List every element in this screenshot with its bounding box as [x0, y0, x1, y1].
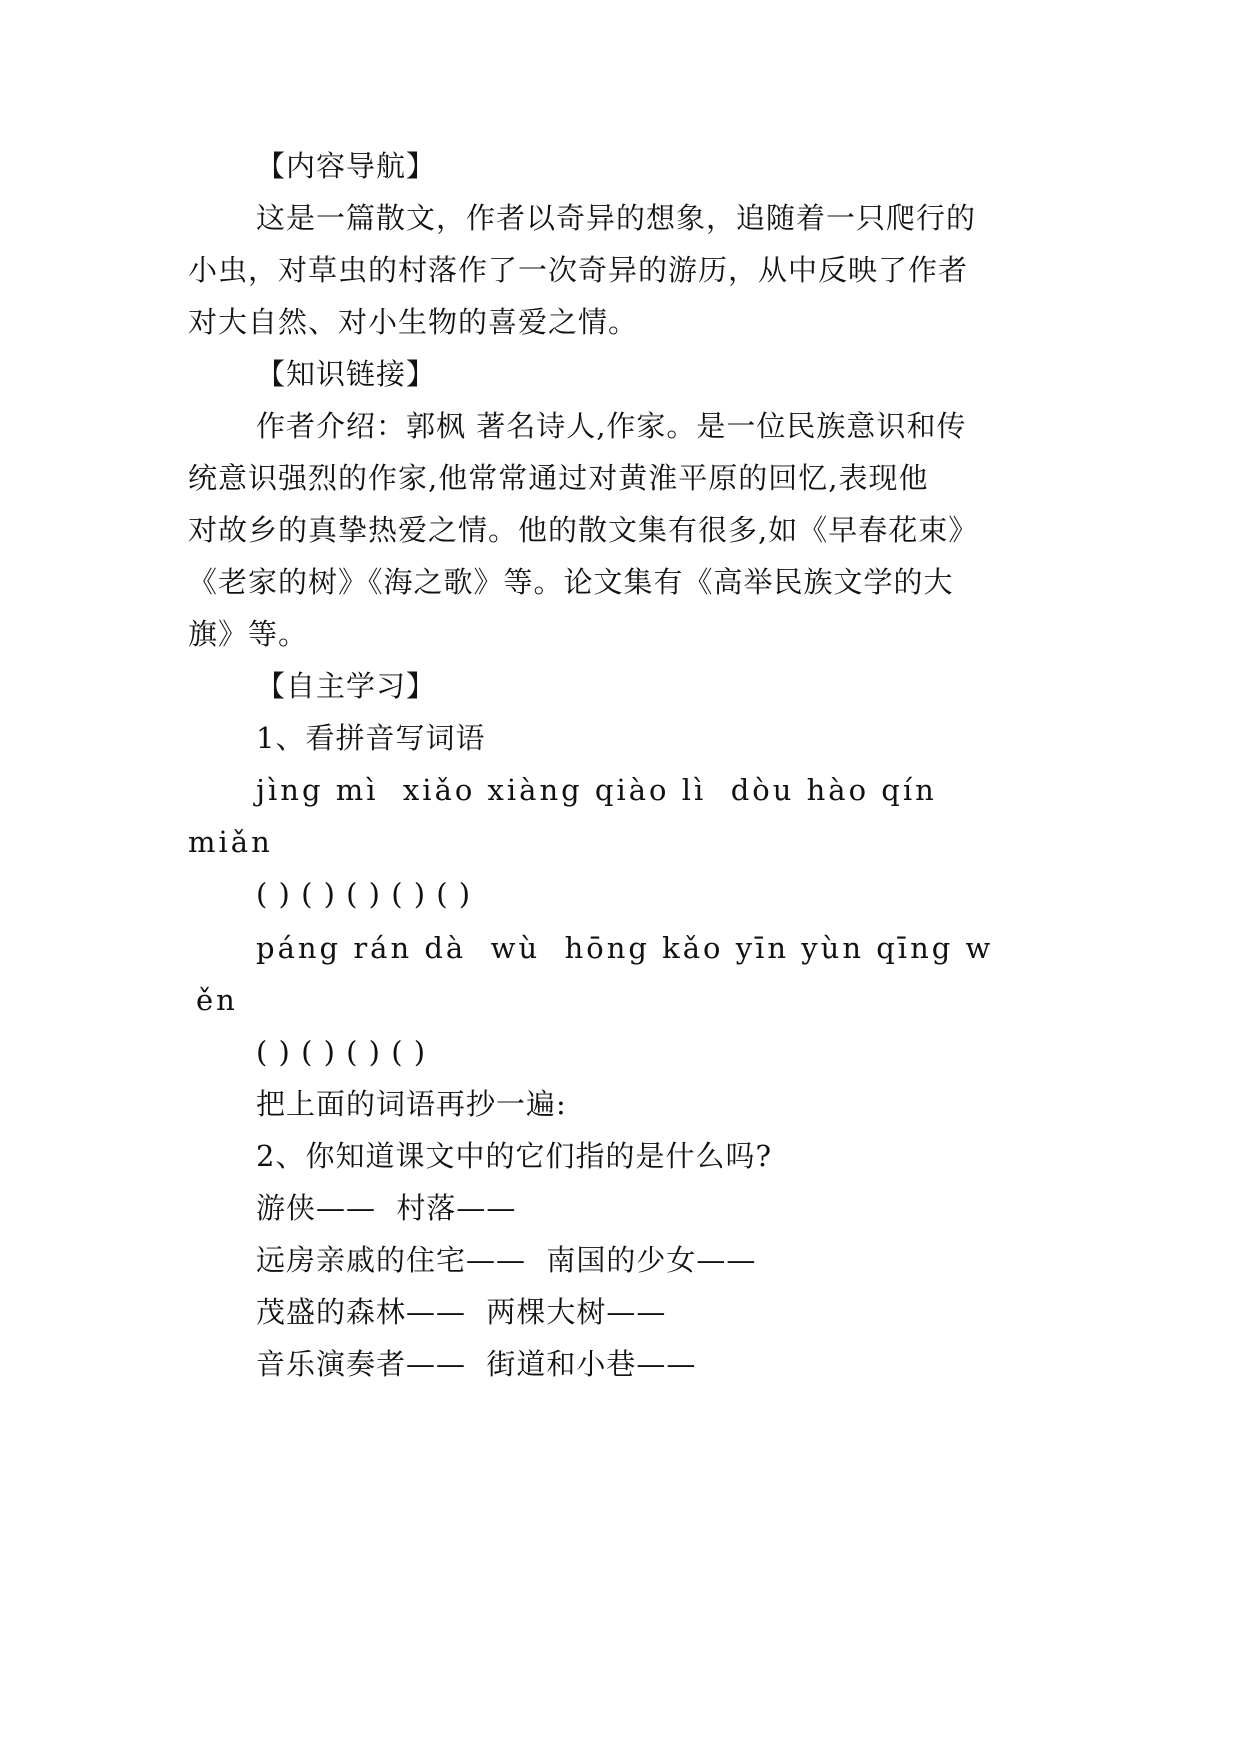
paragraph-line: 旗》等。: [188, 617, 309, 651]
question-2-title: 2、你知道课文中的它们指的是什么吗?: [256, 1139, 772, 1173]
pinyin-line: ěn: [196, 983, 238, 1017]
paragraph-line: 对故乡的真挚热爱之情。他的散文集有很多,如《早春花束》: [188, 513, 979, 547]
paragraph-line: 这是一篇散文，作者以奇异的想象，追随着一只爬行的: [256, 201, 977, 235]
question-item: 茂盛的森林—— 两棵大树——: [256, 1295, 667, 1329]
paragraph-line: 统意识强烈的作家,他常常通过对黄淮平原的回忆,表现他: [188, 461, 929, 495]
paragraph-line: 《老家的树》《海之歌》等。论文集有《高举民族文学的大: [188, 565, 954, 599]
question-item: 游侠—— 村落——: [256, 1191, 517, 1225]
answer-blanks: ( ) ( ) ( ) ( ) ( ): [256, 877, 472, 911]
pinyin-line: miǎn: [188, 825, 273, 859]
answer-blanks: ( ) ( ) ( ) ( ): [256, 1035, 427, 1069]
question-item: 音乐演奏者—— 街道和小巷——: [256, 1347, 697, 1381]
paragraph-line: 小虫，对草虫的村落作了一次奇异的游历，从中反映了作者: [188, 253, 969, 287]
question-item: 远房亲戚的住宅—— 南国的少女——: [256, 1243, 757, 1277]
section-heading-navigation: 【内容导航】: [256, 149, 437, 183]
question-1-title: 1、看拼音写词语: [256, 721, 486, 755]
section-heading-knowledge-link: 【知识链接】: [256, 357, 437, 391]
pinyin-line: jìng mì xiǎo xiàng qiào lì dòu hào qín: [256, 773, 937, 807]
paragraph-line: 作者介绍：郭枫 著名诗人,作家。是一位民族意识和传: [256, 409, 967, 443]
copy-instruction: 把上面的词语再抄一遍:: [256, 1087, 567, 1121]
section-heading-self-study: 【自主学习】: [256, 669, 437, 703]
pinyin-line: páng rán dà wù hōng kǎo yīn yùn qīng w: [256, 931, 994, 965]
paragraph-line: 对大自然、对小生物的喜爱之情。: [188, 305, 639, 339]
